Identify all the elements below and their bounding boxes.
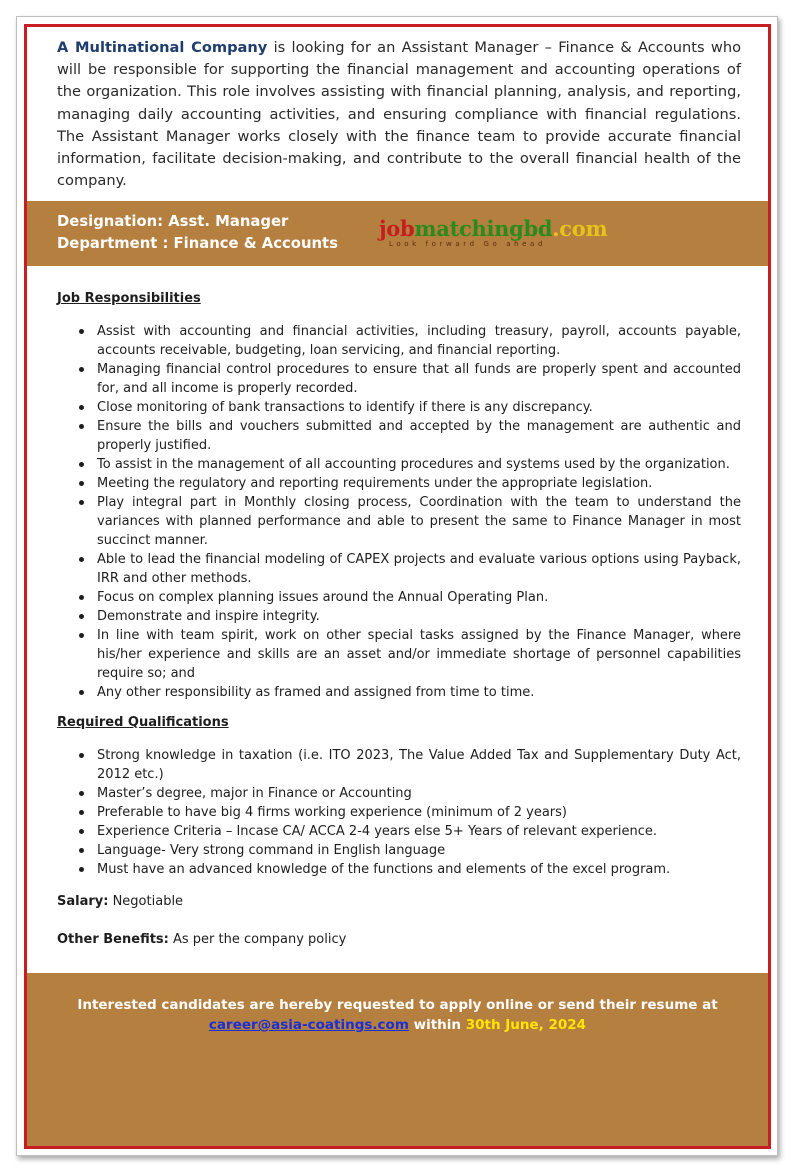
benefits-value: As per the company policy — [168, 932, 347, 947]
list-item: Focus on complex planning issues around the Annual Operating Plan. — [79, 588, 741, 607]
benefits-label: Other Benefits: — [57, 932, 169, 947]
list-item: Able to lead the financial modeling of CAPEX projects and evaluate various options using Payback, IRR and other methods. — [79, 550, 741, 588]
apply-message: Interested candidates are hereby requested to apply online or send their resume at career@asia-coatings.com within 30th June, 2024 — [77, 997, 718, 1033]
responsibilities-title: Job Responsibilities — [57, 291, 201, 306]
responsibilities-list — [79, 322, 741, 702]
qualifications-title: Required Qualifications — [57, 715, 229, 730]
deadline: 30th June, 2024 — [465, 1017, 587, 1033]
designation: Designation: Asst. Manager — [57, 213, 289, 230]
job-details — [57, 290, 741, 949]
list-item: In line with team spirit, work on other special tasks assigned by the Finance Manager, where his/her experience and skills are an asset and/or immediate shortage of personnel capabilities require so; and — [79, 626, 741, 683]
jobmatchingbd-logo — [379, 218, 641, 256]
qualifications-list — [79, 746, 741, 879]
apply-footer — [27, 973, 768, 1149]
list-item: Close monitoring of bank transactions to identify if there is any discrepancy. — [79, 398, 741, 417]
other-benefits — [57, 931, 741, 949]
designation-band — [27, 201, 768, 266]
logo-wordmark: jobmatchingbd.com — [379, 216, 608, 241]
list-item: To assist in the management of all accounting procedures and systems used by the organization. — [79, 455, 741, 474]
list-item: Ensure the bills and vouchers submitted and accepted by the management are authentic and properly justified. — [79, 417, 741, 455]
job-ad-frame — [24, 24, 771, 1149]
list-item: Experience Criteria – Incase CA/ ACCA 2-4 years else 5+ Years of relevant experience. — [79, 822, 741, 841]
list-item: Any other responsibility as framed and assigned from time to time. — [79, 683, 741, 702]
salary-value: Negotiable — [108, 894, 184, 909]
list-item: Master’s degree, major in Finance or Accounting — [79, 784, 741, 803]
intro-text: is looking for an Assistant Manager – Finance & Accounts who will be responsible for supporting the financial management and accounting operations of the organization. This role involves assisting with financial planning, analysis, and reporting, managing daily accounting activities, and ensuring compliance with financial regulations. The Assistant Manager works closely with the finance team to provide accurate financial information, facilitate decision-making, and contribute to the overall financial health of the company. — [57, 39, 741, 190]
list-item: Strong knowledge in taxation (i.e. ITO 2023, The Value Added Tax and Supplementary Duty Act, 2012 etc.) — [79, 746, 741, 784]
intro-paragraph — [57, 37, 741, 192]
list-item: Must have an advanced knowledge of the functions and elements of the excel program. — [79, 860, 741, 879]
list-item: Language- Very strong command in English language — [79, 841, 741, 860]
list-item: Preferable to have big 4 firms working experience (minimum of 2 years) — [79, 803, 741, 822]
salary-label: Salary: — [57, 894, 109, 909]
apply-email-link[interactable]: career@asia-coatings.com — [208, 1017, 409, 1033]
list-item: Meeting the regulatory and reporting requirements under the appropriate legislation. — [79, 474, 741, 493]
list-item: Assist with accounting and financial activities, including treasury, payroll, accounts payable, accounts receivable, budgeting, loan servicing, and financial reporting. — [79, 322, 741, 360]
salary — [57, 893, 741, 911]
list-item: Demonstrate and inspire integrity. — [79, 607, 741, 626]
list-item: Play integral part in Monthly closing process, Coordination with the team to understand the variances with planned performance and able to present the same to Finance Manager in most succinct manner. — [79, 493, 741, 550]
company-name: A Multinational Company — [57, 39, 268, 56]
logo-tagline: Look forward Go ahead — [389, 240, 546, 248]
list-item: Managing financial control procedures to ensure that all funds are properly spent and accounted for, and all income is properly recorded. — [79, 360, 741, 398]
department: Department : Finance & Accounts — [57, 235, 338, 252]
